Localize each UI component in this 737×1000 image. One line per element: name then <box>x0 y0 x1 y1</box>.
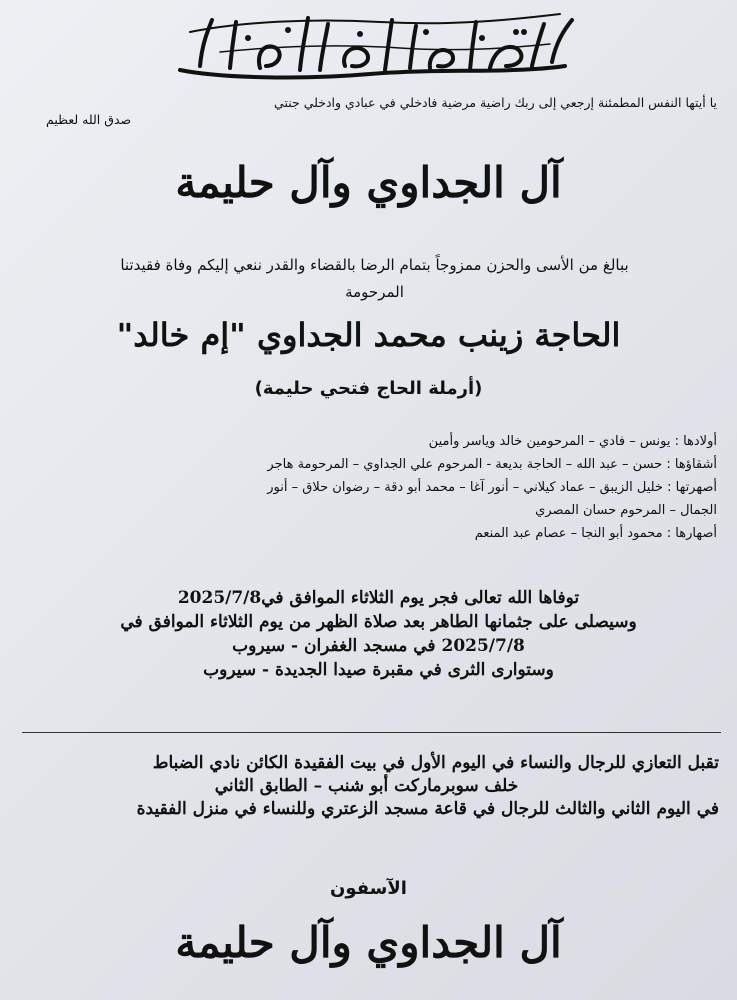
deceased-name: الحاجة زينب محمد الجداوي "إم خالد" <box>116 316 621 354</box>
death-line-4: وستوارى الثرى في مقبرة صيدا الجديدة - سيروب <box>203 660 554 680</box>
sons-in-law-line: أصهارها : محمود أبو النجا – عصام عبد المنعم <box>474 526 717 541</box>
condolence-line-1: تقبل التعازي للرجال والنساء في اليوم الأول في بيت الفقيدة الكائن نادي الضباط <box>152 753 719 773</box>
death-line-3: 2025/7/8 في مسجد الغفران - سيروب <box>232 636 525 656</box>
widow-of-line: (أرملة الحاج فتحي حليمة) <box>254 378 483 399</box>
quran-verse <box>40 94 717 128</box>
mourners-label: الآسفون <box>330 878 407 899</box>
relatives-list <box>15 430 717 545</box>
death-notice <box>40 586 717 682</box>
death-line-1: توفاها الله تعالى فجر يوم الثلاثاء الموافق في2025/7/8 <box>177 588 580 608</box>
condolence-line-2: خلف سوبرماركت أبو شنب – الطابق الثاني <box>214 776 519 796</box>
announcement-intro <box>30 252 719 306</box>
verse-signoff: صدق الله لعظيم <box>46 112 132 127</box>
in-laws-line-1: أصهرتها : خليل الزيبق – عماد كيلاني – أنور آغا – محمد أبو دقة – رضوان حلاق – أنور <box>267 480 717 495</box>
verse-text: يا أيتها النفس المطمئنة إرجعي إلى ربك راضية مرضية فادخلي في عبادي وادخلي جنتي <box>274 95 717 110</box>
family-title: آل الجداوي وآل حليمة <box>175 158 562 207</box>
section-divider <box>22 732 721 733</box>
death-line-2: وسيصلى على جثمانها الطاهر بعد صلاة الظهر من يوم الثلاثاء الموافق في <box>120 612 637 632</box>
in-laws-line-2: الجمال – المرحوم حسان المصري <box>535 503 717 518</box>
calligraphy-header <box>160 8 580 86</box>
children-line: أولادها : يونس – فادي – المرحومين خالد وياسر وأمين <box>428 434 717 449</box>
siblings-line: أشقاؤها : حسن – عبد الله – الحاجة بديعة - المرحوم علي الجداوي – المرحومة هاجر <box>267 457 717 472</box>
intro-line-1: ببالغ من الأسى والحزن ممزوجاً بتمام الرضا بالقضاء والقدر ننعي إليكم وفاة فقيدتنا <box>120 256 629 274</box>
condolence-details <box>14 752 719 821</box>
condolence-line-3: في اليوم الثاني والثالث للرجال في قاعة مسجد الزعتري وللنساء في منزل الفقيدة <box>136 799 719 819</box>
intro-line-2: المرحومة <box>345 283 404 301</box>
footer-family-title: آل الجداوي وآل حليمة <box>175 918 562 967</box>
